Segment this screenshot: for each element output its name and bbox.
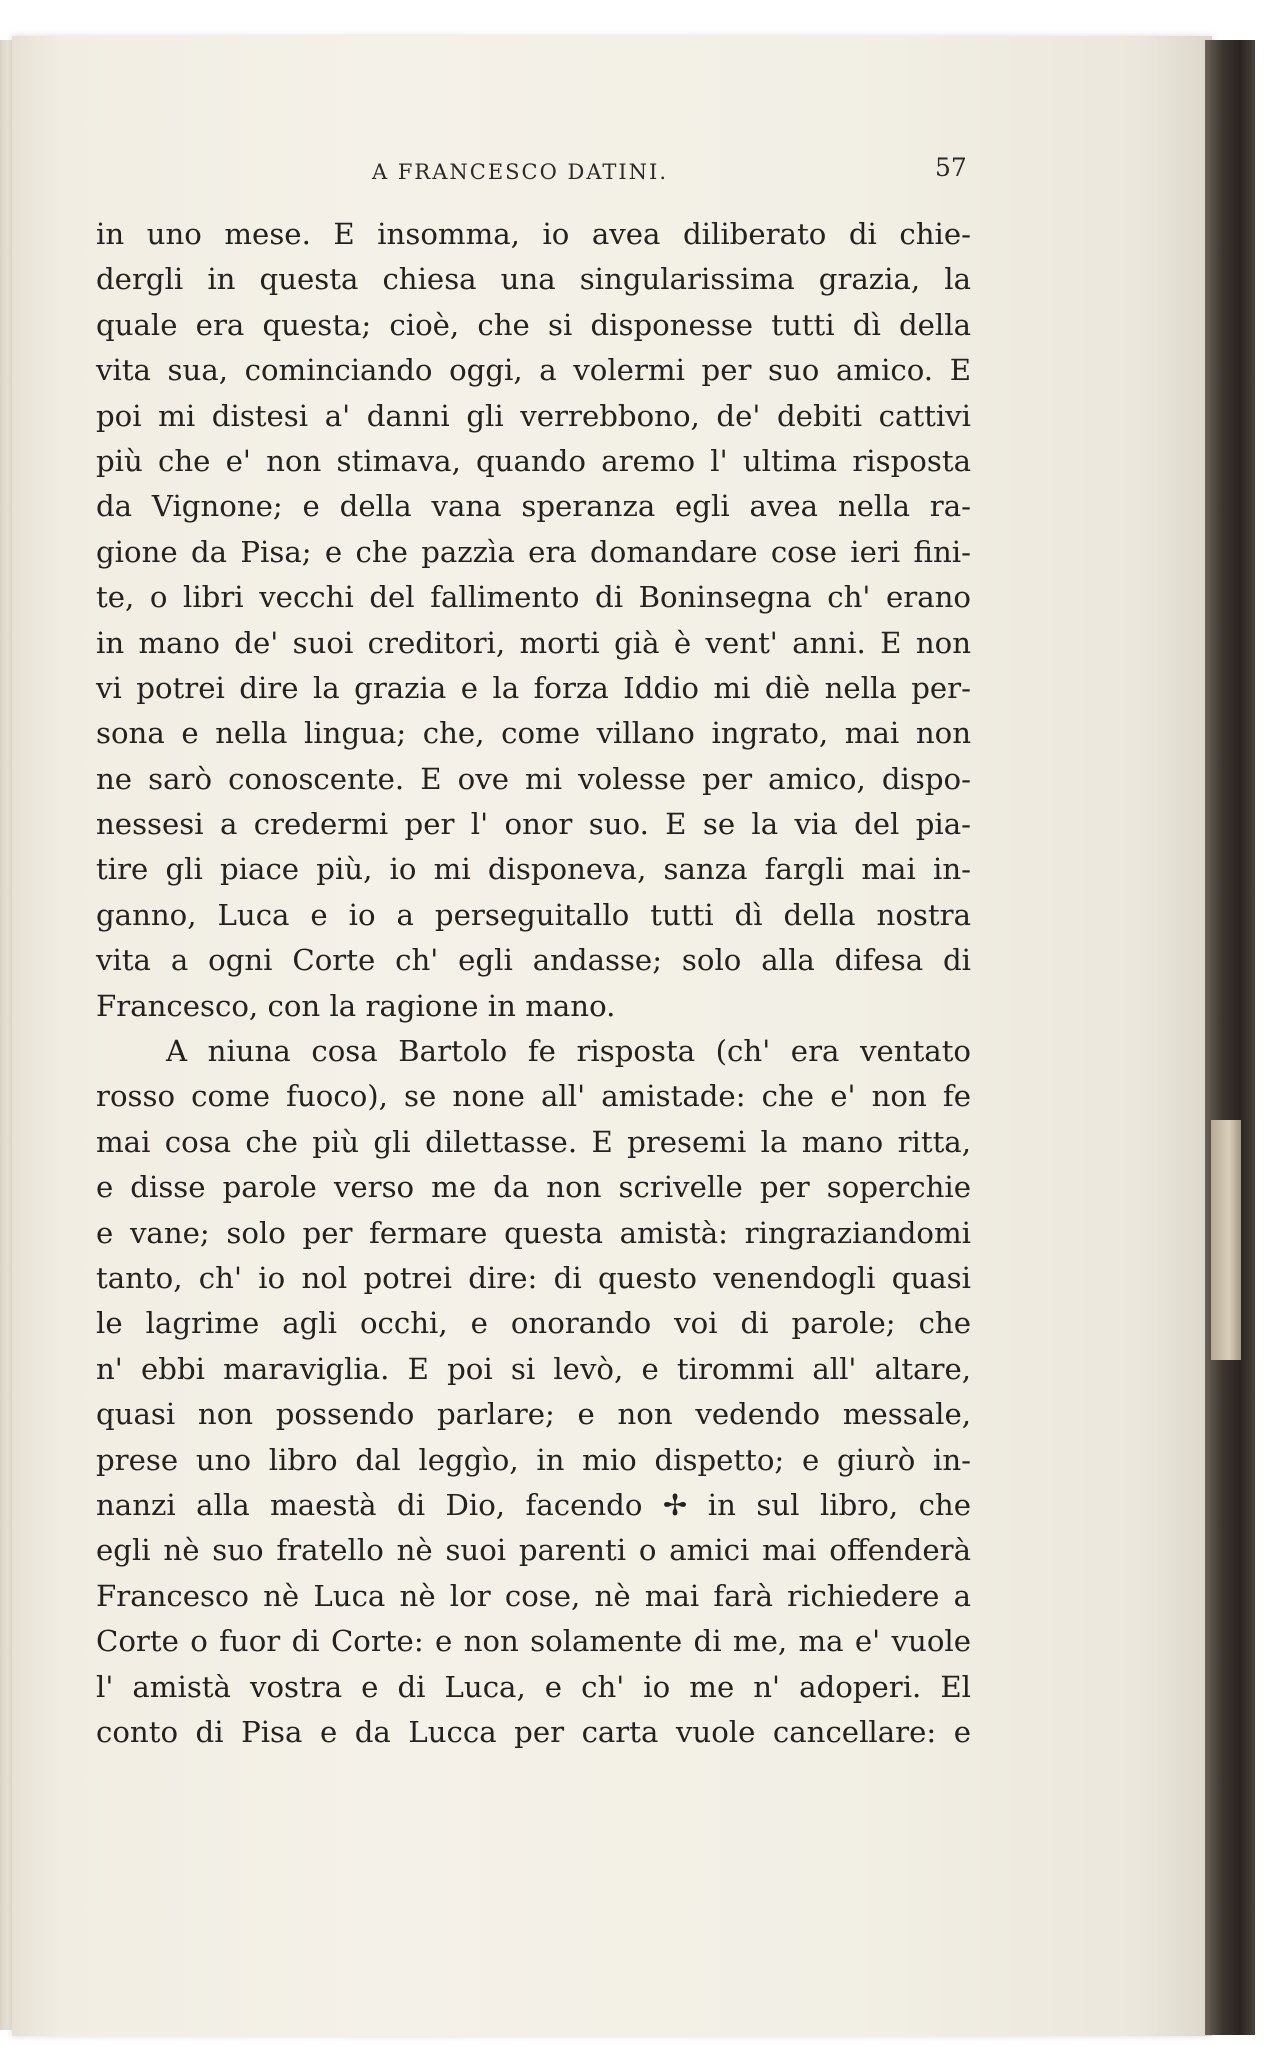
text-line: nessesi a credermi per l' onor suo. E se la via del pia- bbox=[96, 807, 971, 842]
text-line: gione da Pisa; e che pazzìa era domandare cose ieri fini- bbox=[96, 534, 971, 569]
text-line: in uno mese. E insomma, io avea diliberato di chie- bbox=[96, 217, 971, 251]
text-line: dergli in questa chiesa una singularissima grazia, la bbox=[96, 262, 971, 297]
body-text bbox=[96, 212, 971, 1755]
text-line: mai cosa che più gli dilettasse. E presemi la mano ritta, bbox=[96, 1124, 971, 1159]
text-line: quasi non possendo parlare; e non vedendo messale, bbox=[96, 1397, 971, 1432]
text-line: tire gli piace più, io mi disponeva, sanza fargli mai in- bbox=[96, 852, 971, 887]
text-line: in mano de' suoi creditori, morti già è vent' anni. E non bbox=[96, 625, 971, 660]
text-line: e disse parole verso me da non scrivelle per soperchie bbox=[96, 1170, 971, 1205]
text-line: ne sarò conoscente. E ove mi volesse per amico, dispo- bbox=[96, 761, 971, 796]
text-line: n' ebbi maraviglia. E poi si levò, e tirommi all' altare, bbox=[96, 1351, 971, 1386]
book-cover-edge bbox=[1205, 40, 1255, 2035]
text-line: sona e nella lingua; che, come villano ingrato, mai non bbox=[96, 716, 971, 751]
text-line: egli nè suo fratello nè suoi parenti o amici mai offenderà bbox=[96, 1533, 971, 1568]
text-line: tanto, ch' io nol potrei dire: di questo venendogli quasi bbox=[96, 1260, 971, 1295]
text-line: vi potrei dire la grazia e la forza Iddio mi diè nella per- bbox=[96, 670, 971, 705]
text-line: poi mi distesi a' danni gli verrebbono, de' debiti cattivi bbox=[96, 398, 971, 433]
text-line: ganno, Luca e io a perseguitallo tutti dì della nostra bbox=[96, 897, 971, 932]
text-line: e vane; solo per fermare questa amistà: ringraziandomi bbox=[96, 1215, 971, 1250]
text-line: rosso come fuoco), se none all' amistade: che e' non fe bbox=[96, 1079, 971, 1114]
text-line: prese uno libro dal leggìo, in mio dispetto; e giurò in- bbox=[96, 1442, 971, 1477]
text-line: l' amistà vostra e di Luca, e ch' io me n' adoperi. El bbox=[96, 1669, 971, 1704]
text-line: Corte o fuor di Corte: e non solamente di me, ma e' vuole bbox=[96, 1624, 971, 1659]
page-number: 57 bbox=[935, 153, 967, 182]
text-line: da Vignone; e della vana speranza egli avea nella ra- bbox=[96, 489, 971, 524]
text-line: nanzi alla maestà di Dio, facendo ✢ in sul libro, che bbox=[96, 1487, 971, 1522]
text-line: quale era questa; cioè, che si disponesse tutti dì della bbox=[96, 307, 971, 342]
text-line: le lagrime agli occhi, e onorando voi di parole; che bbox=[96, 1306, 971, 1341]
running-header: A FRANCESCO DATINI. bbox=[372, 160, 669, 184]
text-line: più che e' non stimava, quando aremo l' ultima risposta bbox=[96, 443, 971, 478]
text-line: vita a ogni Corte ch' egli andasse; solo alla difesa di bbox=[96, 943, 971, 978]
paragraph-end-line: Francesco, con la ragione in mano. bbox=[96, 988, 616, 1023]
text-line: vita sua, cominciando oggi, a volermi per suo amico. E bbox=[96, 353, 971, 388]
text-line: Francesco nè Luca nè lor cose, nè mai farà richiedere a bbox=[96, 1578, 971, 1613]
text-line: te, o libri vecchi del fallimento di Boninsegna ch' erano bbox=[96, 580, 971, 615]
text-line: conto di Pisa e da Lucca per carta vuole cancellare: e bbox=[96, 1714, 971, 1749]
paragraph-start-line: A niuna cosa Bartolo fe risposta (ch' era ventato bbox=[166, 1034, 971, 1069]
